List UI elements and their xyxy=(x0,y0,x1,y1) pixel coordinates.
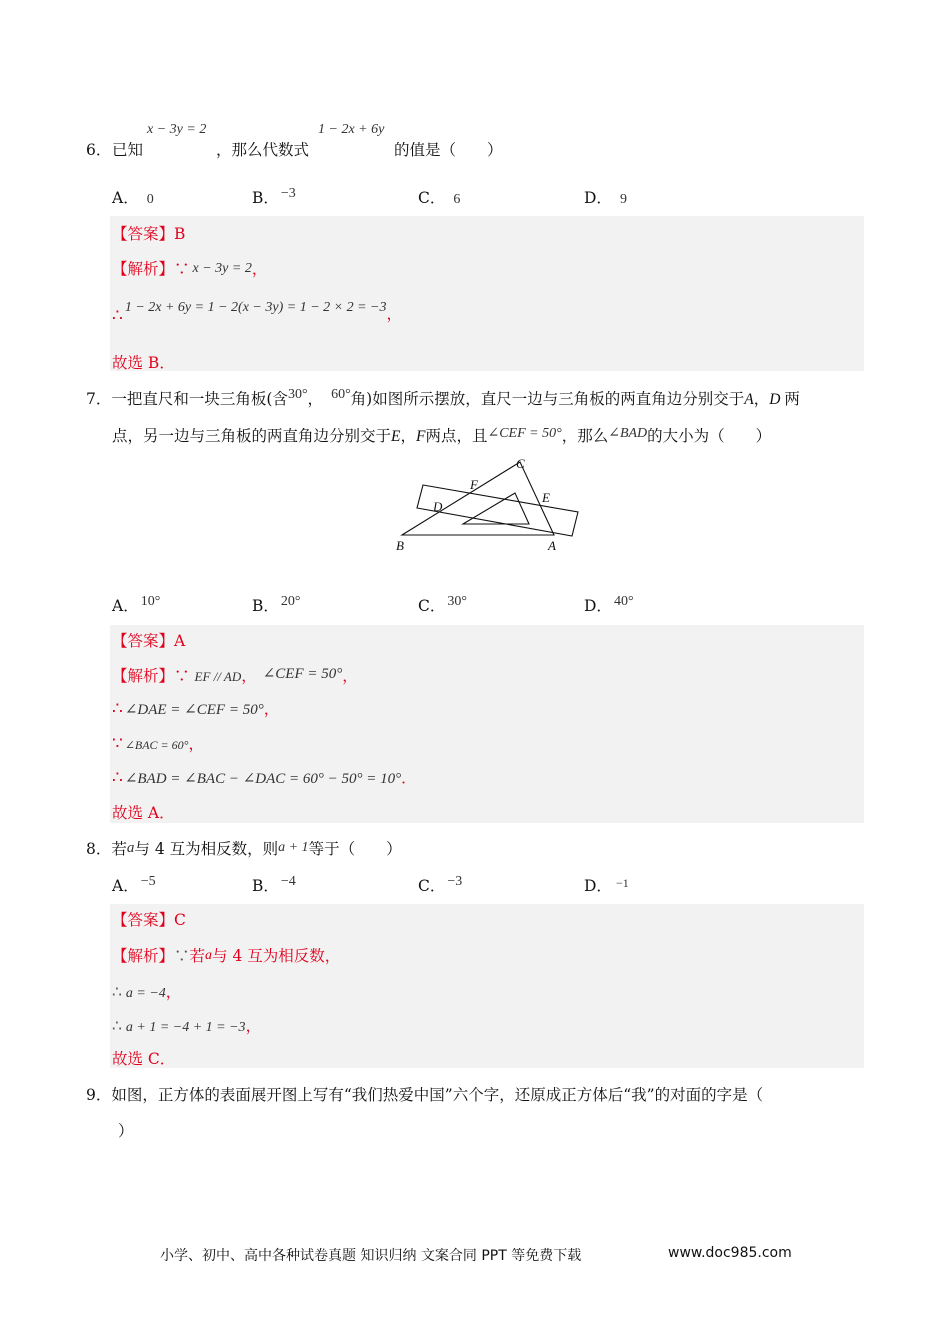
q8-conclusion: 故选 C． xyxy=(112,1050,176,1068)
q7-answer-box xyxy=(110,625,864,823)
q7-analysis-line-1: 【解析】∵ EF // AD， ∠CEF = 50°， xyxy=(112,666,358,685)
label-c: C xyxy=(516,456,525,471)
q6-option-a: A． 0 xyxy=(112,189,154,207)
q6-expression-1: x − 3y = 2 xyxy=(147,122,207,137)
q7-option-c: C． 30° xyxy=(418,594,467,615)
q7-answer: 【答案】A xyxy=(112,632,186,650)
label-b: B xyxy=(396,538,404,553)
q7-option-b: B． 20° xyxy=(252,594,301,615)
footer-site-link[interactable]: www.doc985.com xyxy=(668,1245,792,1261)
q6-option-b: B． −3 xyxy=(252,186,296,207)
q6-expression-2: 1 − 2x + 6y xyxy=(318,122,385,137)
q6-number: 6． xyxy=(86,141,112,159)
q6-answer: 【答案】B xyxy=(112,225,186,243)
label-f: F xyxy=(470,477,478,492)
q7-option-d: D． 40° xyxy=(584,594,634,615)
q9-line-2: ） xyxy=(118,1122,134,1140)
q7-analysis-line-4: ∴ ∠BAD = ∠BAC − ∠DAC = 60° − 50° = 10°． xyxy=(112,768,417,788)
q6-option-d: D． 9 xyxy=(584,189,627,207)
q7-analysis-line-3: ∵ ∠BAC = 60°， xyxy=(112,734,204,754)
label-a: A xyxy=(548,538,556,553)
q7-option-a: A． 10° xyxy=(112,594,161,615)
q8-answer: 【答案】C xyxy=(112,911,186,929)
q7-conclusion: 故选 A． xyxy=(112,804,175,822)
q7-analysis-line-2: ∴ ∠DAE = ∠CEF = 50°， xyxy=(112,699,280,719)
q8-analysis-line-1: 【解析】∵若a与 4 互为相反数， xyxy=(112,947,341,965)
q6-conclusion: 故选 B． xyxy=(112,354,175,372)
q8-answer-box xyxy=(110,904,864,1068)
q8-analysis-line-2: ∴ a = −4， xyxy=(112,983,182,1001)
q8-analysis-line-3: ∴ a + 1 = −4 + 1 = −3， xyxy=(112,1017,262,1035)
footer-text: 小学、初中、高中各种试卷真题 知识归纳 文案合同 PPT 等免费下载 xyxy=(160,1248,582,1264)
q7-line-1: 7．一把直尺和一块三角板(含30°， 60°角)如图所示摆放，直尺一边与三角板的两直角边分别交于A，D 两 xyxy=(86,387,800,408)
ruler-triangle-figure xyxy=(390,452,590,557)
q8-line: 8．若a与 4 互为相反数，则a + 1等于（ ） xyxy=(86,840,402,858)
q8-option-c: C． −3 xyxy=(418,874,463,895)
q6-text-3: 的值是（ ） xyxy=(394,141,503,159)
q6-text-1: 已知 xyxy=(112,141,144,159)
label-e: E xyxy=(542,490,550,505)
q6-option-c: C． 6 xyxy=(418,189,461,207)
q6-analysis-line-1: 【解析】∵ x − 3y = 2， xyxy=(112,260,268,278)
q6-analysis-line-2: ∴ 1 − 2x + 6y = 1 − 2(x − 3y) = 1 − 2 × 2 = −3， xyxy=(112,300,402,326)
q7-line-2: 点，另一边与三角板的两直角边分别交于E，F两点，且∠CEF = 50°，那么∠BAD的大小为（ ） xyxy=(112,426,772,445)
label-d: D xyxy=(433,499,443,514)
q8-option-d: D． $^{-1}$ xyxy=(584,876,629,895)
q8-option-a: A． −5 xyxy=(112,874,156,895)
q6-text-2: ，那么代数式 xyxy=(216,141,310,159)
q8-option-b: B． −4 xyxy=(252,874,296,895)
q9-line-1: 9．如图，正方体的表面展开图上写有“我们热爱中国”六个字，还原成正方体后“我”的对面的字是（ xyxy=(86,1086,764,1104)
q6-answer-box xyxy=(110,216,864,371)
